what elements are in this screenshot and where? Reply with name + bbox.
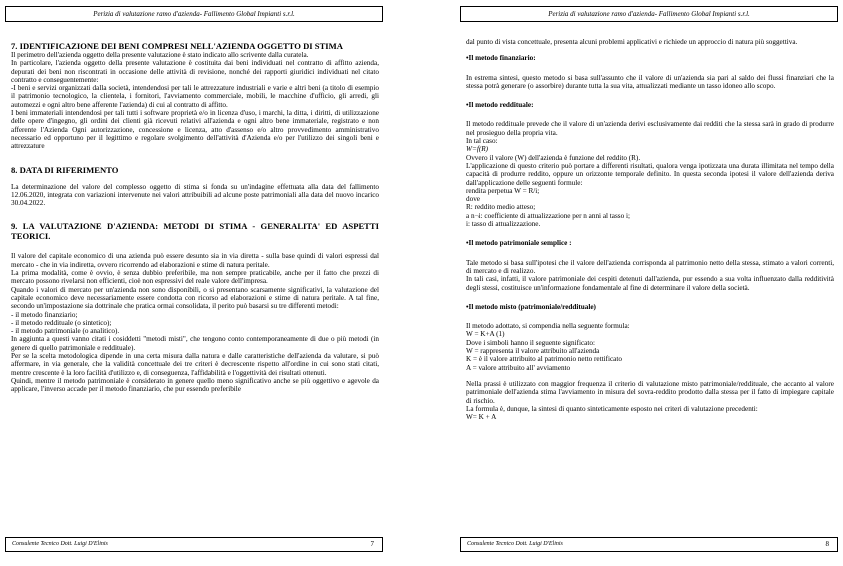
section-7-title: 7. IDENTIFICAZIONE DEI BENI COMPRESI NELL'AZIENDA OGGETTO DI STIMA — [11, 41, 343, 51]
paragraph: La prima modalità, come è ovvio, è senza dubbio preferibile, ma non sempre praticabile, anche per il fatto che prezzi di mercato possono rivelarsi non efficienti, cioè non espressivi del reale valore dell'impresa. — [11, 269, 379, 286]
formula: W = K+A (1) — [466, 330, 505, 339]
section-9-title: 9. LA VALUTAZIONE D'AZIENDA: METODI DI STIMA - GENERALITA' ED ASPETTI TEORICI. — [11, 221, 379, 242]
paragraph: Il metodo adottato, si compendia nella seguente formula: — [466, 322, 630, 331]
paragraph: Il metodo reddituale prevede che il valore di un'azienda derivi esclusivamente dai redditi che la stessa sarà in grado di produrre nel prosieguo della propria vita. — [466, 120, 834, 137]
list-item: - il metodo patrimoniale (o analitico). — [11, 327, 120, 336]
page-number: 8 — [825, 540, 829, 548]
section-8-title: 8. DATA DI RIFERIMENTO — [11, 164, 119, 175]
formula: rendita perpetua W = R/i; — [466, 186, 540, 195]
footer-author: Consulente Tecnico Dott. Luigi D'Elinis — [12, 541, 108, 547]
subsection-title-finanziario: •Il metodo finanziario: — [466, 54, 536, 63]
definition: R: reddito medio atteso; — [466, 203, 536, 212]
paragraph: -I beni e servizi organizzati dalla società, intendendosi per tali le attrezzature industriali e varie e altri beni (a titolo di esempio il patrimonio tecnologico, la clientela, i fornitori, l'avviamento commerciale, mobili, le macchine d'ufficio, gli arredi, gli automezzi e ogni altro bene afferente l'azienda) di cui al contratto di affitto. — [11, 84, 379, 109]
page-body — [11, 41, 379, 394]
definition: A = valore attribuito all' avviamento — [466, 363, 571, 372]
subsection-title-misto: •Il metodo misto (patrimoniale/reddituale) — [466, 302, 596, 311]
paragraph: Nella prassi è utilizzato con maggior frequenza il criterio di valutazione misto patrimoniale/reddituale, che accanto al valore patrimoniale dell'azienda stima l'avviamento in misura del sovra-reddito prodotto dalla stessa per il fatto di impiegare capitale di rischio. — [466, 379, 834, 405]
paragraph: Per se la scelta metodologica dipende in una certa misura dalla natura e dalle caratteristiche dell'azienda da valutare, si può affermare, in via generale, che la validità concettuale dei tre criteri è decrescente rispetto all'ordine in cui sono stati citati, mentre crescente è la loro facilità d'utilizzo e, di conseguenza, l'affidabilità e l'oggettività dei risultati ottenuti. — [11, 352, 379, 377]
paragraph: In aggiunta a questi vanno citati i cosiddetti "metodi misti", che tengono conto contemporaneamente di due o più metodi (in genere di quello patrimoniale e reddituale). — [11, 335, 379, 352]
document-page-8 — [460, 6, 838, 552]
formula: W=f(R) — [466, 145, 489, 154]
subsection-title-reddituale: •Il metodo reddituale: — [466, 101, 534, 110]
paragraph: Quando i valori di mercato per un'azienda non sono disponibili, o si presentano scarsamente significativi, la valutazione del capitale economico deve necessariamente essere condotta con ricorso ad elaborazioni e stime di natura peritale. A tal fine, secondo un'impostazione sia dottrinale che pratica ormai consolidata, il perito può basarsi su tre differenti metodi: — [11, 285, 379, 311]
paragraph: dal punto di vista concettuale, presenta alcuni problemi applicativi e richiede un approccio di natura più soggettiva. — [466, 38, 798, 46]
paragraph: Tale metodo si basa sull'ipotesi che il valore dell'azienda corrisponda al patrimonio netto della stessa, stimato a valori correnti, di mercato e di realizzo. — [466, 258, 834, 275]
paragraph: La determinazione del valore del complesso oggetto di stima si fonda su un'indagine effettuata alla data del fallimento 12.06.2020, integrata con variazioni intervenute nei valori attribuibili ad alcune poste patrimoniali alla data del nuovo incarico 30.04.2022. — [11, 182, 379, 208]
page-header: Perizia di valutazione ramo d'azienda- Fallimento Global Impianti s.r.l. — [5, 6, 383, 22]
definition: K = è il valore attribuito al patrimonio netto rettificato — [466, 355, 622, 364]
list-item: - il metodo reddituale (o sintetico); — [11, 318, 112, 327]
paragraph: In particolare, l'azienda oggetto della presente valutazione è costituita dai beni individuati nel contratto di affitto azienda, depurati dei beni non riscontrati in occasione delle attività di revisione, nonché dei rapporti giuridici individuati nel citato contratto e conseguentemente: — [11, 59, 379, 84]
page-number: 7 — [370, 540, 374, 548]
paragraph: Quindi, mentre il metodo patrimoniale è considerato in genere quello meno significativo anche se più oggettivo e agevole da applicare, l'inverso accade per il metodo finanziario, che pur essendo preferibile — [11, 376, 379, 394]
paragraph: Il perimetro dell'azienda oggetto della presente valutazione è stato indicato allo scrivente dalla curatela. — [11, 51, 309, 59]
page-body — [466, 38, 834, 421]
page-footer — [5, 537, 383, 552]
paragraph: La formula è, dunque, la sintesi di quanto sinteticamente esposto nei criteri di valutazione precedenti: — [466, 404, 758, 413]
subsection-title-patrimoniale: •Il metodo patrimoniale semplice : — [466, 239, 572, 248]
paragraph: I beni immateriali intendendosi per tali tutti i software proprietà e/o in licenza d'uso, i marchi, la ditta, i diritti, di utilizzazione delle opere d'ingegno, gli ordini dei clienti già ricevuti relativi all'azienda e ogni altro bene immateriale, registrato e non afferente l'Azienda Ogni autorizzazione, concessione e licenza, atto d'assenso e/o altro provvedimento amministrativo necessario ed opportuno per il legittimo e regolare svolgimento dell'attività d'Azienda e/o per l'utilizzo dei singoli beni e attrezzature — [11, 109, 379, 151]
paragraph: Ovvero il valore (W) dell'azienda è funzione del reddito (R). — [466, 153, 641, 162]
document-page-7 — [5, 6, 383, 552]
paragraph: L'applicazione di questo criterio può portare a differenti risultati, qualora venga ipotizzata una durata illimitata nel tempo della capacità di produrre reddito, oppure un orizzonte temporale definito. In questa seconda ipotesi il valore dell'azienda deriva dall'applicazione delle seguenti formule: — [466, 161, 834, 187]
page-header: Perizia di valutazione ramo d'azienda- Fallimento Global Impianti s.r.l. — [460, 6, 838, 22]
paragraph: Il valore del capitale economico di una azienda può essere desunto sia in via diretta - sulla base quindi di valori espressi dal mercato - che in via indiretta, ovvero ricorrendo ad elaborazioni e stime di natura peritale. — [11, 252, 379, 269]
list-item: - il metodo finanziario; — [11, 310, 78, 319]
paragraph: Dove i simboli hanno il seguente significato: — [466, 338, 595, 347]
definition: W = rappresenta il valore attribuito all'azienda — [466, 347, 600, 356]
definition: a n¬i: coefficiente di attualizzazione per n anni al tasso i; — [466, 211, 630, 220]
paragraph: dove — [466, 195, 480, 204]
footer-author: Consulente Tecnico Dott. Luigi D'Elinis — [467, 541, 563, 547]
page-footer — [460, 537, 838, 552]
definition: i: tasso di attualizzazione. — [466, 220, 541, 229]
paragraph: In tali casi, infatti, il valore patrimoniale dei cespiti detenuti dall'azienda, pur essendo a sua volta influenzato dalla redditività degli stessi, costituisce un'informazione fondamentale al fine di determinare il valore della società. — [466, 275, 834, 292]
paragraph: In estrema sintesi, questo metodo si basa sull'assunto che il valore di un'azienda sia pari al saldo dei flussi finanziari che la stessa potrà generare (o assorbire) durante tutta la sua vita, attualizzati mediante un tasso idoneo allo scopo. — [466, 73, 834, 90]
paragraph: In tal caso: — [466, 137, 498, 146]
formula: W= K + A — [466, 413, 497, 422]
